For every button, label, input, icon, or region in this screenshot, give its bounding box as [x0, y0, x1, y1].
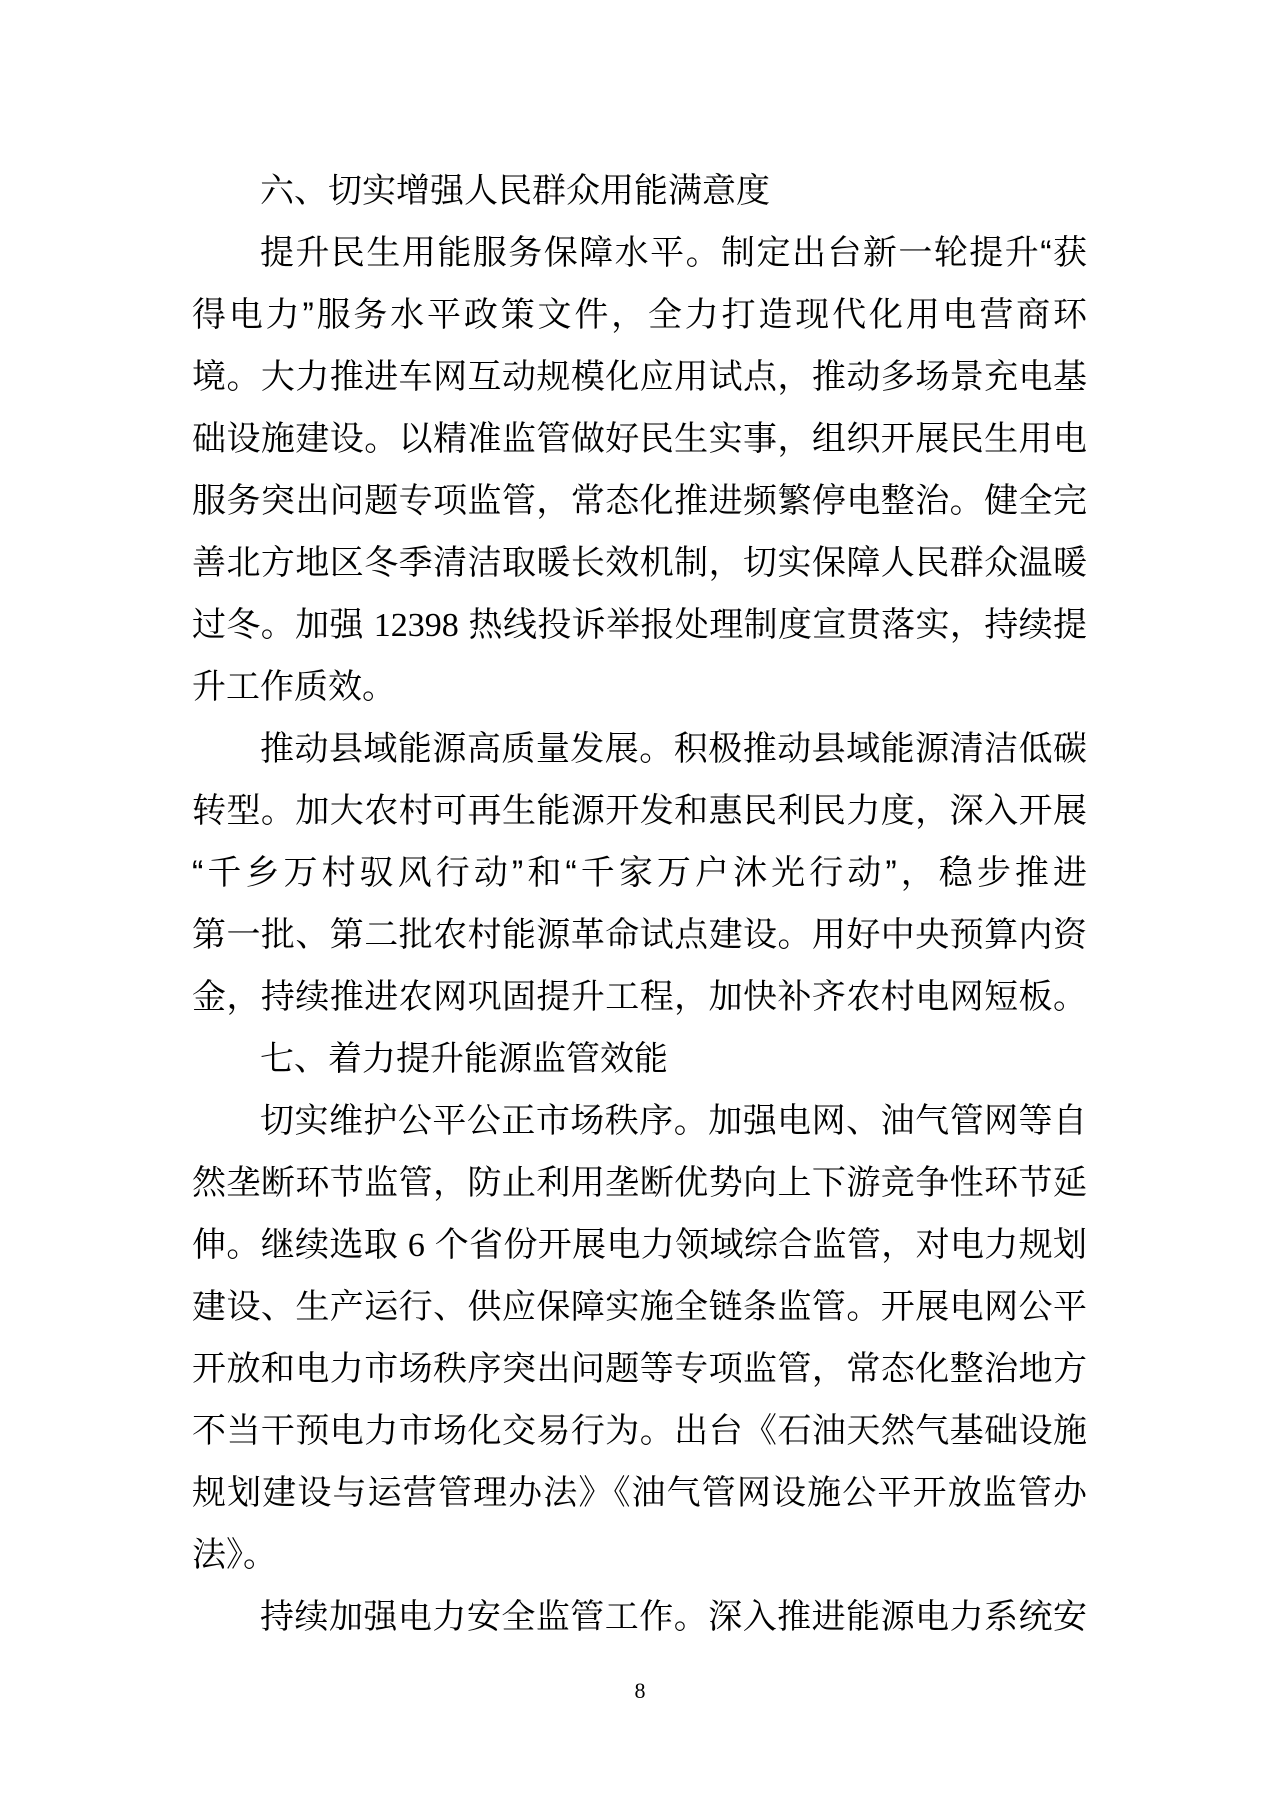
numeral: 12398	[373, 607, 459, 644]
text-line	[192, 1400, 1087, 1462]
text-line	[192, 780, 1087, 842]
text-line	[192, 1214, 1087, 1276]
text-line	[192, 408, 1087, 470]
text-run: 服务突出问题专项监管，常态化推进频繁停电整治。健全完	[192, 482, 1087, 520]
page-number: 8	[634, 1678, 646, 1703]
text-run: 第一批、第二批农村能源革命试点建设。用好中央预算内资	[192, 916, 1087, 954]
text-line	[192, 346, 1087, 408]
text-run: 开放和电力市场秩序突出问题等专项监管，常态化整治地方	[192, 1350, 1087, 1388]
text-run: 升工作质效。	[192, 668, 396, 706]
text-line	[192, 904, 1087, 966]
text-line	[192, 470, 1087, 532]
text-run: 建设、生产运行、供应保障实施全链条监管。开展电网公平	[192, 1288, 1087, 1326]
text-block	[192, 160, 1087, 1648]
text-run: 过冬。加强	[192, 606, 374, 644]
text-run: 然垄断环节监管，防止利用垄断优势向上下游竞争性环节延	[192, 1164, 1087, 1202]
text-line	[192, 1586, 1087, 1648]
text-run: 善北方地区冬季清洁取暖长效机制，切实保障人民群众温暖	[192, 544, 1087, 582]
text-run: 法》。	[192, 1536, 277, 1574]
section-heading	[192, 160, 1087, 222]
text-run: 切实维护公平公正市场秩序。加强电网、油气管网等自	[260, 1102, 1087, 1140]
text-run: 规划建设与运营管理办法》《油气管网设施公平开放监管办	[192, 1474, 1087, 1512]
text-line	[192, 284, 1087, 346]
text-line	[192, 1090, 1087, 1152]
text-run: 六、切实增强人民群众用能满意度	[260, 172, 770, 210]
text-run: 转型。加大农村可再生能源开发和惠民利民力度，深入开展	[192, 792, 1087, 830]
text-line	[192, 1524, 1087, 1586]
text-run: 不当干预电力市场化交易行为。出台《石油天然气基础设施	[192, 1412, 1087, 1450]
text-run: 热线投诉举报处理制度宣贯落实，持续提	[458, 606, 1087, 644]
text-line	[192, 1152, 1087, 1214]
text-line	[192, 222, 1087, 284]
text-line	[192, 532, 1087, 594]
text-line	[192, 1276, 1087, 1338]
text-run: 持续加强电力安全监管工作。深入推进能源电力系统安	[260, 1598, 1087, 1636]
text-run: 得电力”服务水平政策文件，全力打造现代化用电营商环	[192, 296, 1087, 334]
text-run: 金，持续推进农网巩固提升工程，加快补齐农村电网短板。	[192, 978, 1087, 1016]
text-line	[192, 1338, 1087, 1400]
text-run: 推动县域能源高质量发展。积极推动县域能源清洁低碳	[260, 730, 1087, 768]
text-run: 础设施建设。以精准监管做好民生实事，组织开展民生用电	[192, 420, 1087, 458]
text-run: 个省份开展电力领域综合监管，对电力规划	[424, 1226, 1087, 1264]
text-line	[192, 718, 1087, 780]
text-run: 提升民生用能服务保障水平。制定出台新一轮提升“获	[260, 234, 1087, 272]
text-line	[192, 842, 1087, 904]
text-run: “千乡万村驭风行动”和“千家万户沐光行动”，稳步推进	[192, 854, 1087, 892]
numeral: 6	[407, 1227, 425, 1264]
text-run: 境。大力推进车网互动规模化应用试点，推动多场景充电基	[192, 358, 1087, 396]
text-line	[192, 1462, 1087, 1524]
text-line	[192, 966, 1087, 1028]
text-run: 七、着力提升能源监管效能	[260, 1040, 668, 1078]
text-line	[192, 594, 1087, 656]
text-run: 伸。继续选取	[192, 1226, 408, 1264]
section-heading	[192, 1028, 1087, 1090]
text-line	[192, 656, 1087, 718]
